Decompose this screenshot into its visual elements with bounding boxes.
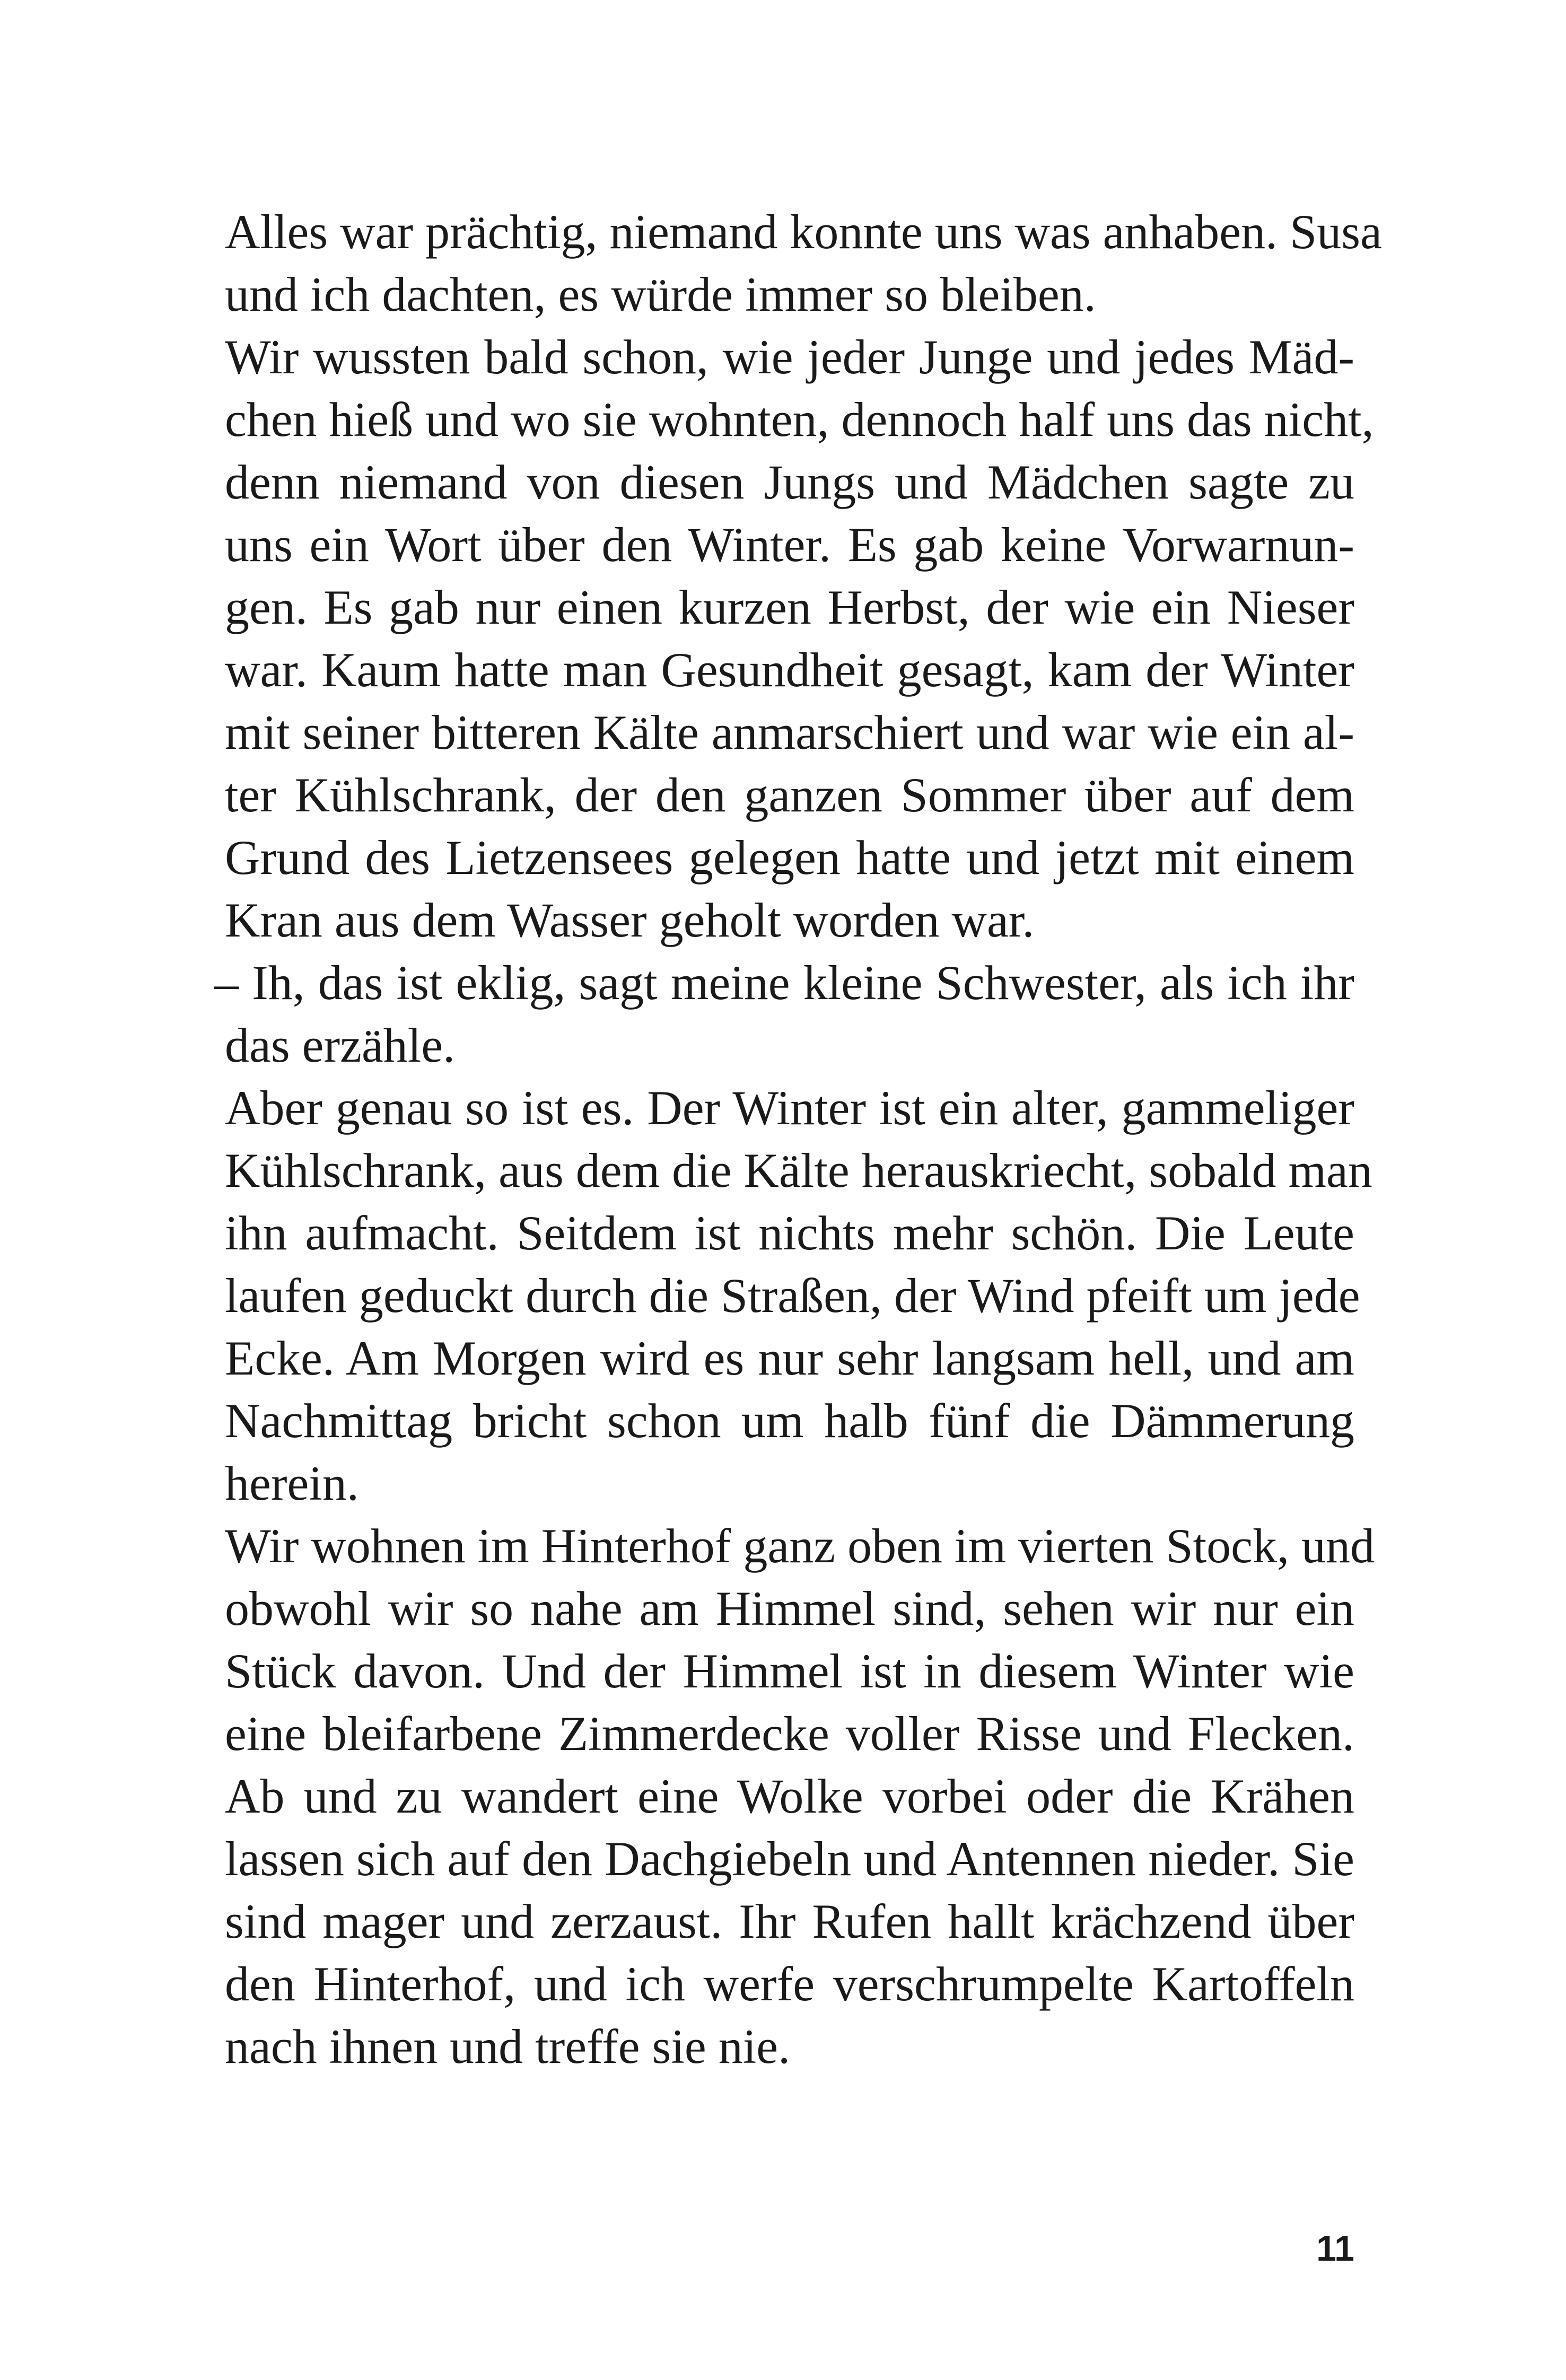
text-line: sind mager und zerzaust. Ihr Rufen hallt krächzend über [225, 1894, 1354, 1948]
text-line: nach ihnen und treffe sie nie. [225, 2019, 791, 2073]
text-line: Alles war prächtig, niemand konnte uns was anhaben. Susa [225, 205, 1382, 259]
text-line: war. Kaum hatte man Gesundheit gesagt, kam der Winter [225, 643, 1354, 697]
text-line: den Hinterhof, und ich werfe verschrumpelte Kartoffeln [225, 1957, 1354, 2011]
text-line: obwohl wir so nahe am Himmel sind, sehen wir nur ein [225, 1581, 1354, 1635]
text-line: eine bleifarbene Zimmerdecke voller Risse und Flecken. [225, 1707, 1354, 1761]
text-line: herein. [225, 1456, 359, 1510]
text-line: das erzähle. [225, 1018, 456, 1072]
text-line: ihn aufmacht. Seitdem ist nichts mehr schön. Die Leute [225, 1206, 1354, 1260]
text-line: Aber genau so ist es. Der Winter ist ein alter, gammeliger [225, 1081, 1354, 1135]
text-line: Grund des Lietzensees gelegen hatte und jetzt mit einem [225, 830, 1354, 885]
text-line: Ecke. Am Morgen wird es nur sehr langsam hell, und am [225, 1331, 1354, 1385]
text-line: laufen geduckt durch die Straßen, der Wind pfeift um jede [225, 1268, 1360, 1323]
text-line: ter Kühlschrank, der den ganzen Sommer über auf dem [225, 768, 1354, 822]
text-line: und ich dachten, es würde immer so bleiben. [225, 267, 1096, 321]
text-line: Kran aus dem Wasser geholt worden war. [225, 893, 1035, 947]
text-line: uns ein Wort über den Winter. Es gab keine Vorwarnun- [225, 518, 1354, 572]
text-line: Kühlschrank, aus dem die Kälte herauskriecht, sobald man [225, 1143, 1372, 1197]
page-number: 11 [1316, 2228, 1354, 2269]
text-line: lassen sich auf den Dachgiebeln und Antennen nieder. Sie [225, 1832, 1354, 1886]
text-line: mit seiner bitteren Kälte anmarschiert und war wie ein al- [225, 705, 1354, 759]
text-line: gen. Es gab nur einen kurzen Herbst, der wie ein Nieser [225, 580, 1354, 634]
text-line: chen hieß und wo sie wohnten, dennoch half uns das nicht, [225, 392, 1374, 447]
dialogue-line: – Ih, das ist eklig, sagt meine kleine Schwester, als ich ihr [214, 956, 1354, 1010]
text-line: Wir wohnen im Hinterhof ganz oben im vierten Stock, und [225, 1519, 1375, 1573]
text-line: Nachmittag bricht schon um halb fünf die Dämmerung [225, 1394, 1354, 1448]
text-line: Wir wussten bald schon, wie jeder Junge und jedes Mäd- [225, 330, 1354, 384]
text-line: Ab und zu wandert eine Wolke vorbei oder die Krähen [225, 1769, 1354, 1823]
text-line: denn niemand von diesen Jungs und Mädchen sagte zu [225, 455, 1354, 509]
text-line: Stück davon. Und der Himmel ist in diesem Winter wie [225, 1644, 1354, 1698]
